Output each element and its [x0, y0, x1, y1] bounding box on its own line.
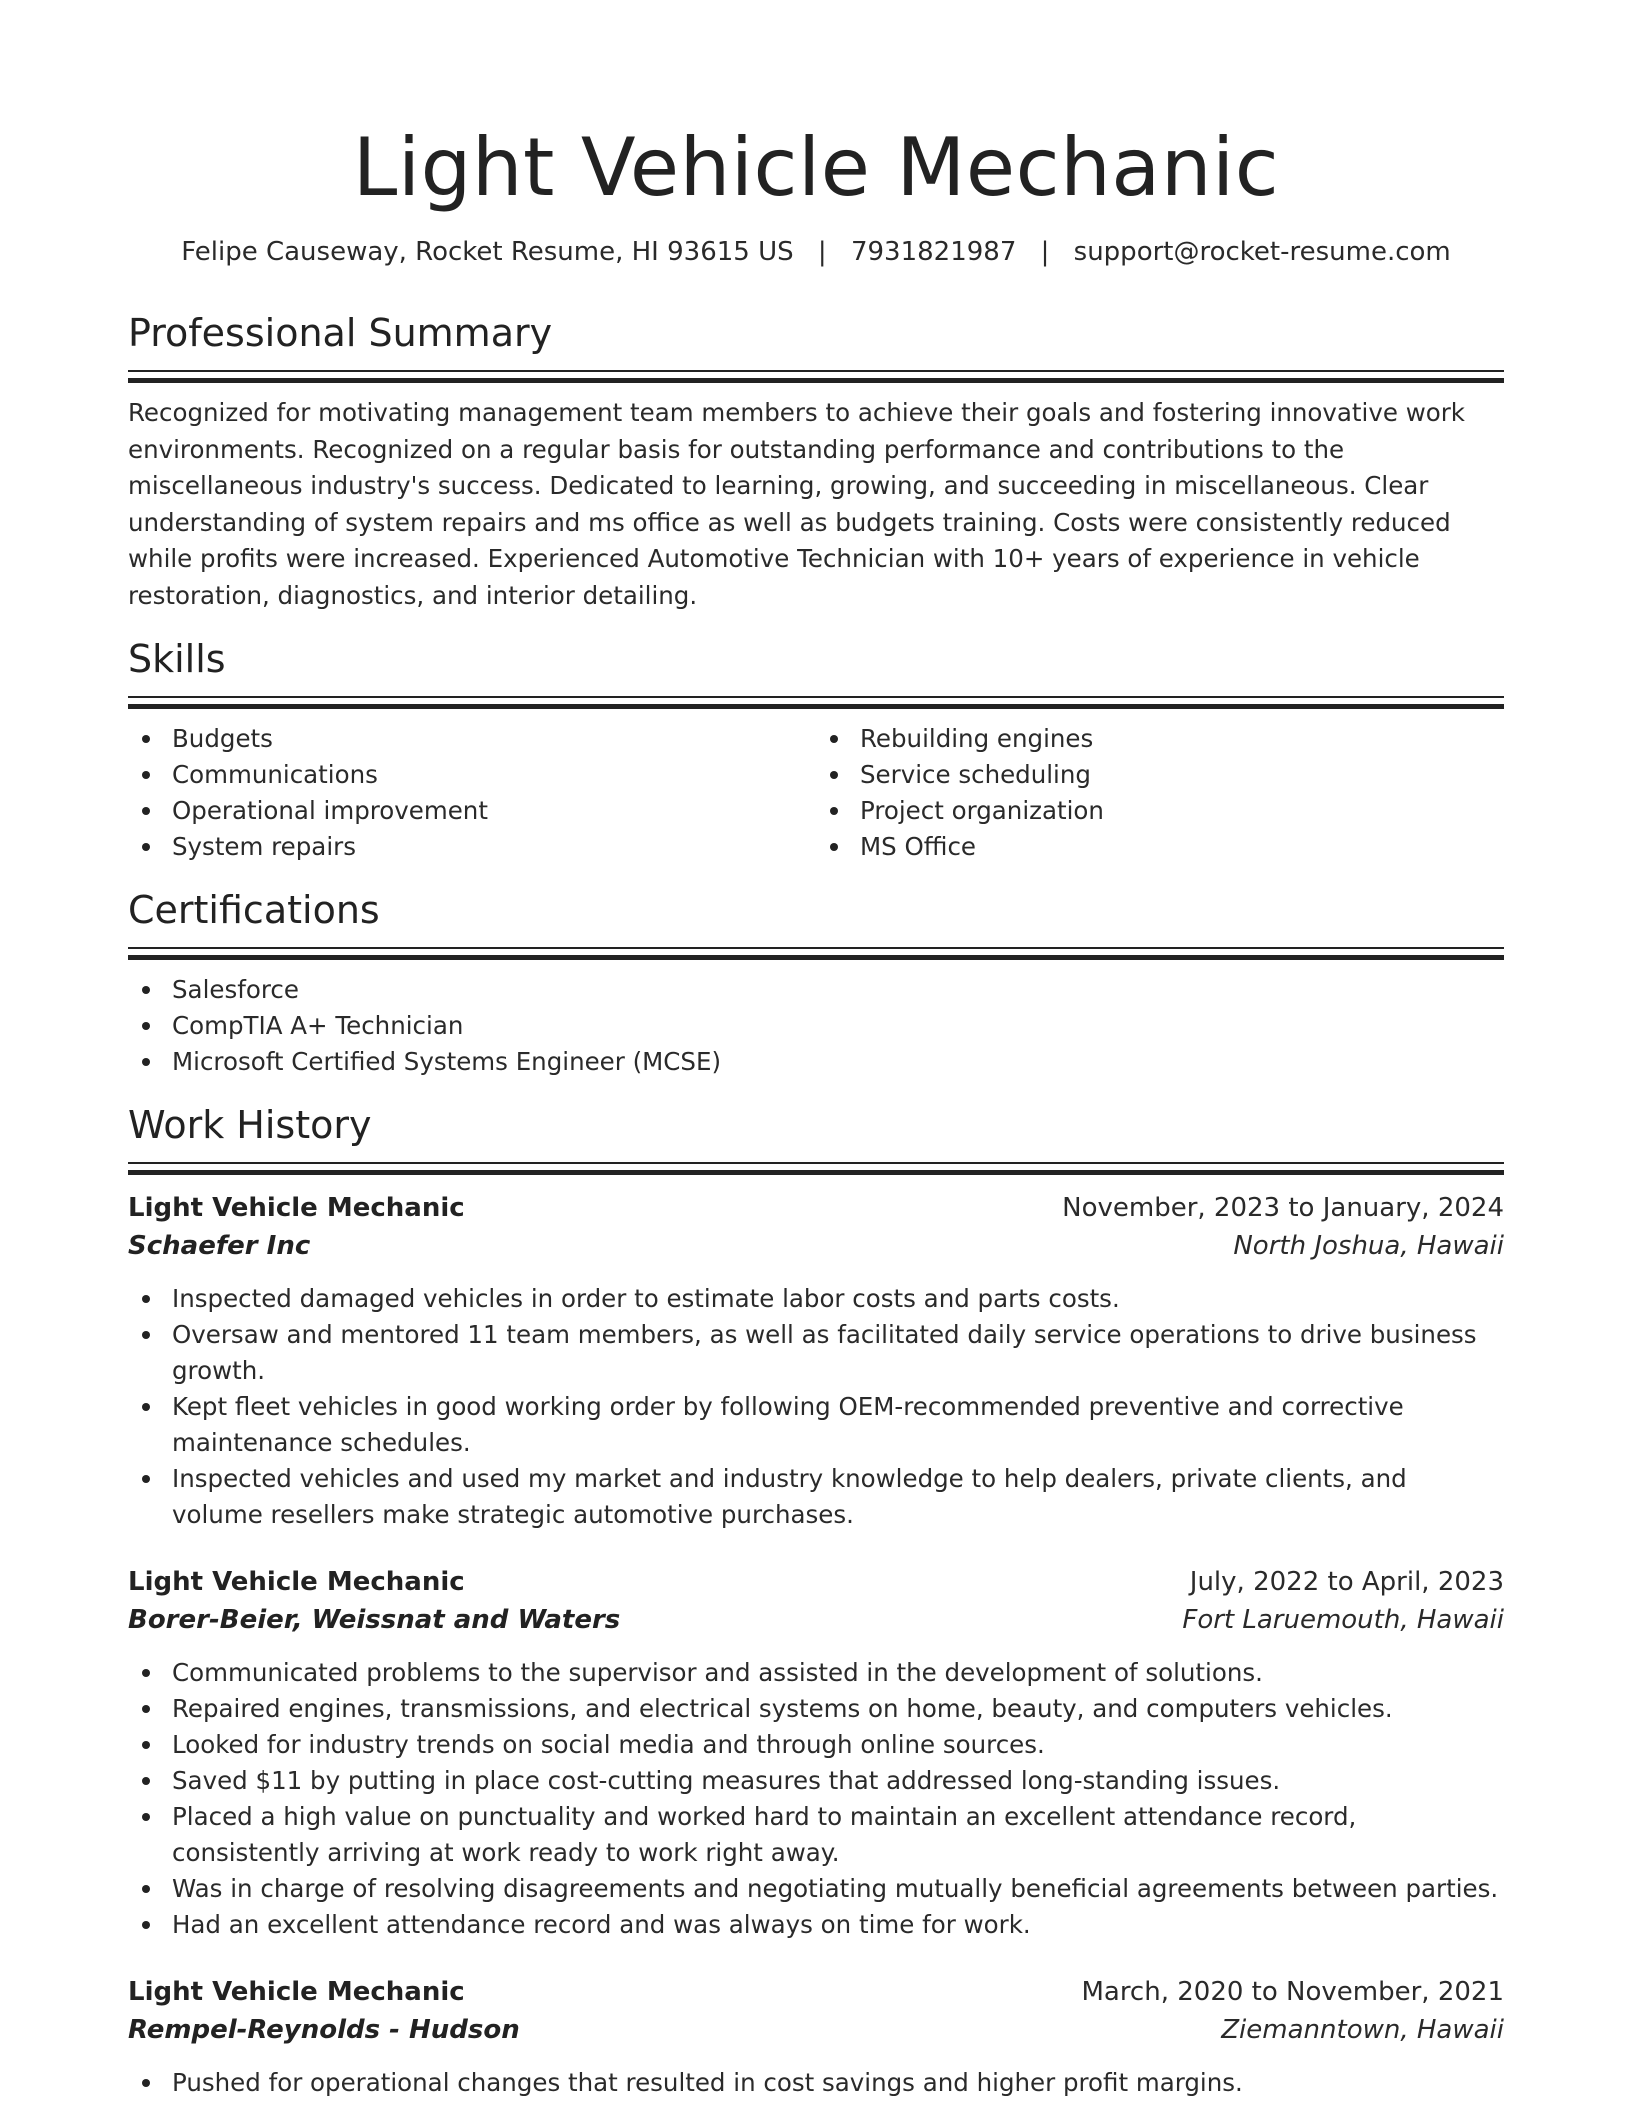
- job-location: North Joshua, Hawaii: [1233, 1231, 1504, 1261]
- job-duty-item: Kept fleet vehicles in good working order by following OEM-recommended preventive and corrective maintenance schedules.: [128, 1389, 1504, 1461]
- contact-address: Felipe Causeway, Rocket Resume, HI 93615 US: [181, 237, 794, 267]
- skills-list-left: [128, 721, 816, 865]
- job-duties-list: [128, 1655, 1504, 1943]
- resume-title: Light Vehicle Mechanic: [352, 121, 1280, 214]
- contact-email: support@rocket-resume.com: [1073, 237, 1451, 267]
- job-title: Light Vehicle Mechanic: [128, 1977, 465, 2007]
- certification-item: CompTIA A+ Technician: [128, 1008, 1504, 1044]
- job-duty-item: Looked for industry trends on social media and through online sources.: [128, 1727, 1504, 1763]
- skill-item: Communications: [128, 757, 816, 793]
- job-duty-item: Was in charge of resolving disagreements and negotiating mutually beneficial agreements between parties.: [128, 1871, 1504, 1907]
- job-entry: [128, 1563, 1504, 1943]
- skill-item: Budgets: [128, 721, 816, 757]
- job-title: Light Vehicle Mechanic: [128, 1567, 465, 1597]
- skills-grid: [128, 721, 1504, 865]
- job-company: Rempel-Reynolds - Hudson: [128, 2015, 520, 2045]
- job-company-row: [128, 1601, 1504, 1639]
- job-duty-item: Had an excellent attendance record and was always on time for work.: [128, 1907, 1504, 1943]
- section-heading-skills: Skills: [128, 637, 226, 681]
- job-location: Fort Laruemouth, Hawaii: [1182, 1605, 1504, 1635]
- job-duty-item: Inspected vehicles and used my market and industry knowledge to help dealers, private clients, and volume resellers make strategic automotive purchases.: [128, 1461, 1504, 1533]
- job-duty-item: Oversaw and mentored 11 team members, as well as facilitated daily service operations to drive business growth.: [128, 1317, 1504, 1389]
- job-header-row: [128, 1189, 1504, 1227]
- contact-separator: |: [1040, 237, 1050, 267]
- section-divider: [128, 696, 1504, 709]
- skill-item: System repairs: [128, 829, 816, 865]
- certification-item: Microsoft Certified Systems Engineer (MCSE): [128, 1044, 1504, 1080]
- skills-section: [128, 636, 1504, 865]
- job-duties-list: [128, 2065, 1504, 2101]
- job-header-row: [128, 1563, 1504, 1601]
- job-duty-item: Inspected damaged vehicles in order to estimate labor costs and parts costs.: [128, 1281, 1504, 1317]
- section-divider: [128, 947, 1504, 960]
- job-entry: [128, 1973, 1504, 2101]
- job-dates: March, 2020 to November, 2021: [1081, 1977, 1504, 2007]
- skill-item: Project organization: [816, 793, 1504, 829]
- certifications-section: [128, 887, 1504, 1080]
- job-location: Ziemanntown, Hawaii: [1221, 2015, 1504, 2045]
- job-duty-item: Placed a high value on punctuality and worked hard to maintain an excellent attendance record, consistently arriving at work ready to work right away.: [128, 1799, 1504, 1871]
- section-heading-certifications: Certifications: [128, 888, 380, 932]
- certifications-list: [128, 972, 1504, 1080]
- skills-list-right: [816, 721, 1504, 865]
- certification-item: Salesforce: [128, 972, 1504, 1008]
- contact-line: [128, 234, 1504, 270]
- skill-item: MS Office: [816, 829, 1504, 865]
- skill-item: Operational improvement: [128, 793, 816, 829]
- job-dates: November, 2023 to January, 2024: [1062, 1193, 1504, 1223]
- job-title: Light Vehicle Mechanic: [128, 1193, 465, 1223]
- job-company: Schaefer Inc: [128, 1231, 311, 1261]
- job-company: Borer-Beier, Weissnat and Waters: [128, 1605, 621, 1635]
- job-company-row: [128, 2011, 1504, 2049]
- section-heading-summary: Professional Summary: [128, 311, 553, 355]
- job-header-row: [128, 1973, 1504, 2011]
- section-divider: [128, 370, 1504, 383]
- job-duty-item: Communicated problems to the supervisor and assisted in the development of solutions.: [128, 1655, 1504, 1691]
- skill-item: Service scheduling: [816, 757, 1504, 793]
- contact-separator: |: [817, 237, 827, 267]
- skill-item: Rebuilding engines: [816, 721, 1504, 757]
- job-company-row: [128, 1227, 1504, 1265]
- job-dates: July, 2022 to April, 2023: [1189, 1567, 1504, 1597]
- summary-text: Recognized for motivating management team members to achieve their goals and fostering innovative work environments. Recognized on a regular basis for outstanding performance and contributions to the miscellaneous industry's success. Dedicated to learning, growing, and succeeding in miscellaneous. Clear understanding of system repairs and ms office as well as budgets training. Costs were consistently reduced while profits were increased. Experienced Automotive Technician with 10+ years of experience in vehicle restoration, diagnostics, and interior detailing.: [128, 398, 1465, 610]
- job-entry: [128, 1189, 1504, 1533]
- job-duties-list: [128, 1281, 1504, 1533]
- job-duty-item: Pushed for operational changes that resulted in cost savings and higher profit margins.: [128, 2065, 1504, 2101]
- summary-section: [128, 310, 1504, 614]
- section-heading-work-history: Work History: [128, 1103, 372, 1147]
- job-duty-item: Saved $11 by putting in place cost-cutting measures that addressed long-standing issues.: [128, 1763, 1504, 1799]
- contact-phone: 7931821987: [850, 237, 1017, 267]
- section-divider: [128, 1162, 1504, 1175]
- work-history-section: [128, 1102, 1504, 2101]
- job-duty-item: Repaired engines, transmissions, and electrical systems on home, beauty, and computers vehicles.: [128, 1691, 1504, 1727]
